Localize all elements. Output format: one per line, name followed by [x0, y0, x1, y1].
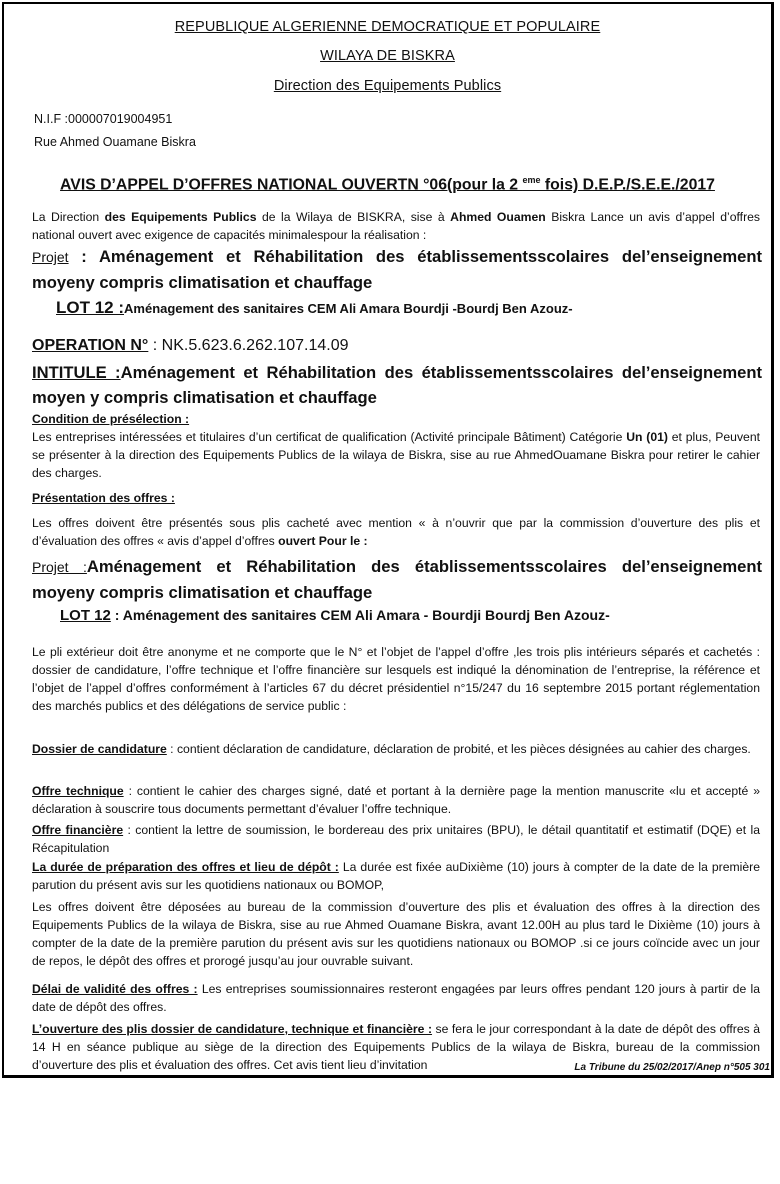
- avis-title-main: AVIS D’APPEL D’OFFRES NATIONAL OUVERTN °06(pour la 2: [60, 176, 523, 194]
- projet-2-text: Aménagement et Réhabilitation des établissementsscolaires del’enseignement moyeny compris climatisation et chauffage: [32, 557, 763, 602]
- intitule-text: Aménagement et Réhabilitation des établissementsscolaires del’enseignement moyen y compris climatisation et chauffage: [32, 363, 762, 407]
- technique-paragraph: [32, 782, 760, 818]
- operation-label: OPERATION N°: [32, 337, 149, 354]
- validite-label: Délai de validité des offres :: [32, 982, 198, 996]
- lot-1-text: Aménagement des sanitaires CEM Ali Amara Bourdji -Bourdj Ben Azouz-: [124, 301, 573, 316]
- ouverture-label: L’ouverture des plis dossier de candidature, technique et financière :: [32, 1022, 433, 1036]
- condition-text-3: et plus, Peuvent se présenter à la direction des Equipements Publics de la wilaya de Biskra, sise au rue AhmedOuamane Biskra pour retirer le cahier des charges.: [32, 430, 760, 480]
- avis-title: [4, 175, 771, 194]
- lot-1: [56, 298, 573, 318]
- condition-text-2: Un (01): [626, 430, 668, 444]
- notice-frame: [2, 2, 774, 1078]
- pli-paragraph: Le pli extérieur doit être anonyme et ne comporte que le N° et l’objet de l’appel d’offre ,les trois plis intérieurs séparés et cachetés : dossier de candidature, l’offre technique et l’offre financière sur lesquels est indiqué la dénomination de l’entreprise, la référence et l’objet de l’appel d’offres conformément à l’articles 67 du décret présidentiel n°15/247 du 16 septembre 2015 portant réglementation des marchés publics et des délégations de service public :: [32, 645, 760, 713]
- intro-text-2: des Equipements Publics: [104, 210, 257, 224]
- presentation-title: Présentation des offres :: [32, 491, 175, 505]
- presentation-text: [32, 514, 760, 550]
- technique-text: : contient le cahier des charges signé, daté et portant à la dernière page la mention manuscrite «lu et accepté » déclaration à souscrire tous documents permettant d’évaluer l’offre technique.: [32, 784, 760, 816]
- avis-title-tail: fois) D.E.P./S.E.E./2017: [540, 176, 715, 194]
- dossier-label: Dossier de candidature: [32, 742, 167, 756]
- intro-text-1: La Direction: [32, 210, 105, 224]
- header-direction: Direction des Equipements Publics: [273, 78, 502, 94]
- condition-text-1: Les entreprises intéressées et titulaires d’un certificat de qualification (Activité principale Bâtiment) Catégorie: [32, 430, 627, 444]
- intro-text-5: Biskra Lance un avis d’appel d’offres national ouvert avec exigence de capacités minimalespour la réalisation :: [32, 210, 760, 242]
- projet-2-label: Projet :: [32, 559, 87, 575]
- validite-paragraph: [32, 980, 760, 1016]
- projet-1: [32, 244, 762, 295]
- condition-section: [32, 410, 760, 482]
- lot-2-text: : Aménagement des sanitaires CEM Ali Amara - Bourdji Bourdj Ben Azouz-: [110, 607, 610, 623]
- projet-1-text: Aménagement et Réhabilitation des établissementsscolaires del’enseignement moyeny compris climatisation et chauffage: [32, 247, 763, 292]
- projet-2: [32, 554, 762, 605]
- nif-number: N.I.F :000007019004951: [34, 112, 173, 126]
- lot-1-label: LOT 12 :: [56, 298, 125, 317]
- dossier-paragraph: [32, 740, 760, 758]
- condition-title: Condition de présélection :: [32, 412, 190, 426]
- technique-label: Offre technique: [32, 784, 124, 798]
- presentation-text-2: ouvert: [278, 534, 316, 548]
- duree-paragraph: [32, 858, 760, 894]
- financiere-text: : contient la lettre de soumission, le bordereau des prix unitaires (BPU), le détail quantitatif et estimatif (DQE) et la Récapitulation: [32, 823, 760, 855]
- intro-text-3: de la Wilaya de BISKRA, sise à: [256, 210, 451, 224]
- validite-text: Les entreprises soumissionnaires resteront engagées par leurs offres pendant 120 jours à partir de la date de dépôt des offres.: [32, 982, 760, 1014]
- presentation-text-1: Les offres doivent être présentés sous plis cacheté avec mention « à n’ouvrir que par la commission d’ouverture des plis et d’évaluation des offres « avis d’appel d’offres: [32, 516, 760, 548]
- lot-2-label: LOT 12: [60, 607, 111, 624]
- operation: [32, 337, 348, 355]
- address: Rue Ahmed Ouamane Biskra: [34, 135, 196, 149]
- intitule-label: INTITULE :: [32, 363, 121, 382]
- header-wilaya: WILAYA DE BISKRA: [320, 48, 455, 64]
- presentation-text-3: Pour le :: [315, 534, 368, 548]
- projet-1-sep: :: [68, 247, 99, 266]
- condition-text: [32, 428, 760, 482]
- intitule: [32, 360, 762, 410]
- dossier-text: : contient déclaration de candidature, déclaration de probité, et les pièces désignées au cahier des charges.: [166, 742, 751, 756]
- duree-text: La durée est fixée auDixième (10) jours à compter de la date de la première parution du présent avis sur les quotidiens nationaux ou BOMOP,: [32, 860, 760, 892]
- financiere-paragraph: [32, 821, 760, 857]
- intro-text-4: Ahmed Ouamen: [450, 210, 546, 224]
- depot-paragraph: Les offres doivent être déposées au bureau de la commission d’ouverture des plis et évaluation des offres à la direction des Equipements Publics de la wilaya de Biskra, sise au rue Ahmed Ouamane Biskra, avant 12.00H au plus tard le Dixième (10) jours à compter de la date de la première parution du présent avis sur les quotidiens nationaux ou BOMOP .si ce jours coïncide avec un jour de repos, le dépôt des offres et prorogé jusqu’au jour ouvrable suivant.: [32, 900, 760, 968]
- financiere-label: Offre financière: [32, 823, 124, 837]
- intro-paragraph: [32, 208, 760, 244]
- operation-number: : NK.5.623.6.262.107.14.09: [148, 337, 349, 354]
- ouverture-text: se fera le jour correspondant à la date de dépôt des offres à 14 H en séance publique au siège de la direction des Equipements Publics de la wilaya de Biskra, bureau de la commission d’ouverture des plis et évaluation des offres. Cet avis tient lieu d’invitation: [32, 1022, 760, 1072]
- projet-1-label: Projet: [32, 249, 69, 265]
- lot-2: [60, 607, 610, 624]
- header-republic: REPUBLIQUE ALGERIENNE DEMOCRATIQUE ET POPULAIRE: [174, 19, 601, 35]
- source-footer: La Tribune du 25/02/2017/Anep n°505 301: [574, 1062, 770, 1073]
- duree-label: La durée de préparation des offres et lieu de dépôt :: [32, 860, 339, 874]
- avis-title-sup: eme: [522, 175, 541, 185]
